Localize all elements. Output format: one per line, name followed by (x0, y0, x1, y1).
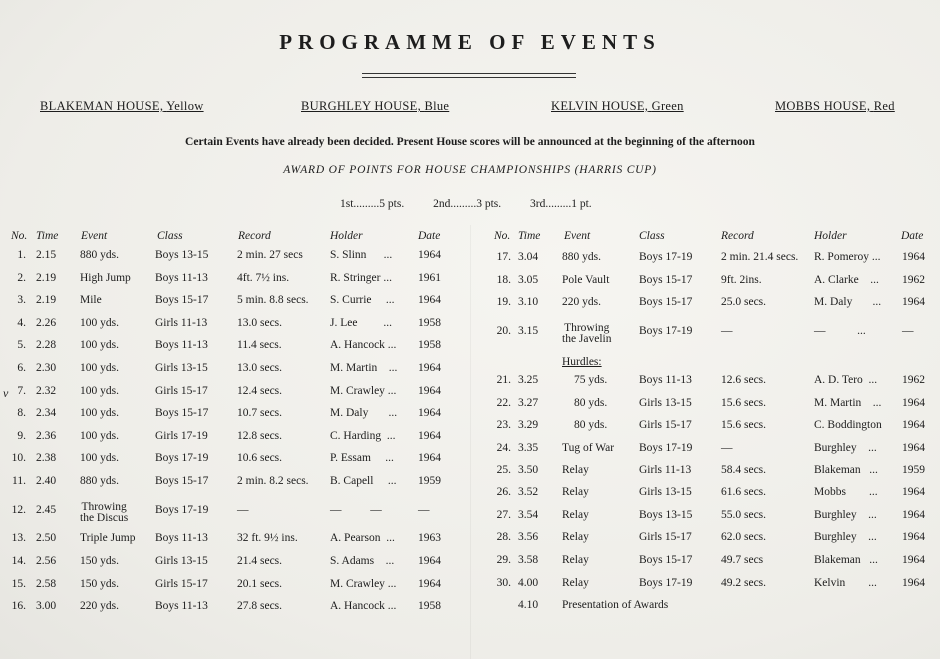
holder-cell: A. Hancock ... (330, 600, 397, 612)
holder-cell: J. Lee ... (330, 317, 392, 329)
time-cell: 2.32 (36, 385, 57, 397)
record-cell: — (721, 325, 733, 337)
record-cell: 2 min. 27 secs (237, 249, 303, 261)
time-cell: 3.04 (518, 251, 539, 263)
no-cell: 11. (12, 475, 26, 487)
class-cell: Girls 15-17 (639, 419, 692, 431)
record-cell: 5 min. 8.8 secs. (237, 294, 309, 306)
date-cell: 1959 (418, 475, 441, 487)
class-cell: Girls 15-17 (155, 385, 208, 397)
no-cell: 15. (11, 578, 26, 590)
time-cell: 2.30 (36, 362, 57, 374)
event-cell: Mile (80, 294, 102, 306)
header-no: No. (11, 230, 28, 242)
no-cell: 22. (496, 397, 511, 409)
event-cell: 880 yds. (562, 251, 601, 263)
time-cell: 2.50 (36, 532, 57, 544)
class-cell: Boys 13-15 (155, 249, 209, 261)
time-cell: 2.45 (36, 504, 57, 516)
date-cell: 1964 (418, 294, 441, 306)
header-time: Time (36, 230, 59, 242)
no-cell: 26. (496, 486, 511, 498)
holder-cell: C. Harding ... (330, 430, 396, 442)
holder-cell: M. Daly ... (330, 407, 398, 419)
event-cell: Relay (562, 554, 589, 566)
class-cell: Girls 15-17 (155, 578, 208, 590)
class-cell: Girls 13-15 (155, 555, 208, 567)
date-cell: 1958 (418, 317, 441, 329)
time-cell: 3.50 (518, 464, 539, 476)
holder-cell: A. Pearson ... (330, 532, 395, 544)
time-cell: 2.15 (36, 249, 57, 261)
record-cell: 2 min. 8.2 secs. (237, 475, 309, 487)
date-cell: 1964 (902, 531, 925, 543)
time-cell: 3.29 (518, 419, 539, 431)
date-cell: 1958 (418, 600, 441, 612)
holder-cell: S. Adams ... (330, 555, 395, 567)
time-cell: 2.28 (36, 339, 57, 351)
holder-cell: C. Boddington (814, 419, 882, 431)
class-cell: Girls 17-19 (155, 430, 208, 442)
award-heading: AWARD OF POINTS FOR HOUSE CHAMPIONSHIPS (HARRIS CUP) (283, 164, 657, 176)
class-cell: Girls 13-15 (639, 486, 692, 498)
class-cell: Boys 15-17 (639, 554, 693, 566)
event-line: Throwing (564, 322, 610, 334)
date-cell: 1964 (418, 407, 441, 419)
time-cell: 3.05 (518, 274, 539, 286)
event-cell: 150 yds. (80, 578, 119, 590)
class-cell: Boys 17-19 (639, 577, 693, 589)
record-cell: 15.6 secs. (721, 419, 767, 431)
record-cell: 10.6 secs. (237, 452, 283, 464)
event-cell: 100 yds. (80, 452, 119, 464)
event-cell: Tug of War (562, 442, 615, 454)
class-cell: Boys 17-19 (639, 251, 693, 263)
class-cell: Boys 17-19 (155, 452, 209, 464)
no-cell: 8. (17, 407, 26, 419)
record-cell: 25.0 secs. (721, 296, 767, 308)
date-cell: 1964 (418, 362, 441, 374)
event-line: Throwing (81, 501, 127, 513)
title-rule-top (362, 73, 576, 74)
points-third: 3rd.........1 pt. (530, 198, 592, 210)
points-second: 2nd.........3 pts. (433, 198, 502, 210)
date-cell: 1962 (902, 374, 925, 386)
fold-line (470, 225, 471, 659)
no-cell: 9. (17, 430, 26, 442)
class-cell: Boys 15-17 (155, 475, 209, 487)
no-cell: 30. (496, 577, 511, 589)
record-cell: 55.0 secs. (721, 509, 767, 521)
time-cell: 3.10 (518, 296, 539, 308)
class-cell: Boys 15-17 (155, 407, 209, 419)
no-cell: 23. (496, 419, 511, 431)
event-cell: 880 yds. (80, 475, 119, 487)
no-cell: 2. (17, 272, 26, 284)
holder-cell: S. Currie ... (330, 294, 395, 306)
record-cell: 13.0 secs. (237, 317, 283, 329)
house-blakeman: BLAKEMAN HOUSE, Yellow (40, 99, 204, 113)
header-date: Date (418, 230, 441, 242)
date-cell: 1964 (902, 296, 925, 308)
event-cell: Triple Jump (80, 532, 136, 544)
time-cell: 3.15 (518, 325, 539, 337)
time-cell: 2.56 (36, 555, 57, 567)
class-cell: Girls 13-15 (639, 397, 692, 409)
points-scale (340, 198, 618, 210)
header-holder: Holder (330, 230, 363, 242)
event-cell: 80 yds. (574, 397, 608, 409)
time-cell: 2.26 (36, 317, 57, 329)
no-cell: 20. (496, 325, 511, 337)
holder-cell: A. D. Tero ... (814, 374, 878, 386)
no-cell: 6. (17, 362, 26, 374)
holder-cell: A. Clarke ... (814, 274, 879, 286)
no-cell: 16. (11, 600, 26, 612)
record-cell: — (237, 504, 249, 516)
date-cell: 1964 (902, 419, 925, 431)
event-cell: 150 yds. (80, 555, 119, 567)
holder-cell: P. Essam ... (330, 452, 394, 464)
no-cell: 17. (496, 251, 511, 263)
time-cell: 2.40 (36, 475, 57, 487)
house-kelvin: KELVIN HOUSE, Green (551, 99, 684, 113)
class-cell: Boys 15-17 (155, 294, 209, 306)
no-cell: 19. (496, 296, 511, 308)
title-rule-bottom (362, 77, 576, 78)
class-cell: Boys 11-13 (155, 339, 208, 351)
date-cell: 1964 (418, 385, 441, 397)
holder-cell: M. Daly ... (814, 296, 882, 308)
house-burghley: BURGHLEY HOUSE, Blue (301, 99, 450, 113)
event-cell: Relay (562, 486, 589, 498)
date-cell: 1964 (902, 554, 925, 566)
holder-cell: A. Hancock ... (330, 339, 397, 351)
holder-cell: Burghley ... (814, 531, 877, 543)
record-cell: 27.8 secs. (237, 600, 283, 612)
date-cell: 1961 (418, 272, 441, 284)
no-cell: 14. (11, 555, 26, 567)
no-cell: 4. (17, 317, 26, 329)
event-cell: 100 yds. (80, 430, 119, 442)
header-holder: Holder (814, 230, 847, 242)
time-cell: 2.34 (36, 407, 57, 419)
header-record: Record (721, 230, 754, 242)
date-cell: 1964 (902, 509, 925, 521)
no-cell: 29. (496, 554, 511, 566)
no-cell: 28. (496, 531, 511, 543)
event-cell: 880 yds. (80, 249, 119, 261)
holder-cell: — ... (814, 325, 866, 337)
date-cell: 1964 (418, 452, 441, 464)
time-cell: 3.56 (518, 531, 539, 543)
no-cell: 24. (496, 442, 511, 454)
record-cell: 49.2 secs. (721, 577, 767, 589)
event-cell: Relay (562, 464, 589, 476)
event-cell: Pole Vault (562, 274, 610, 286)
record-cell: 10.7 secs. (237, 407, 283, 419)
record-cell: 12.6 secs. (721, 374, 767, 386)
date-cell: — (902, 325, 914, 337)
holder-cell: Burghley ... (814, 442, 877, 454)
class-cell: Boys 11-13 (639, 374, 692, 386)
holder-cell: Burghley ... (814, 509, 877, 521)
class-cell: Boys 11-13 (155, 600, 208, 612)
time-cell: 3.58 (518, 554, 539, 566)
holder-cell: — — (330, 504, 382, 516)
no-cell: 21. (496, 374, 511, 386)
class-cell: Boys 15-17 (639, 274, 693, 286)
record-cell: 20.1 secs. (237, 578, 283, 590)
holder-cell: Kelvin ... (814, 577, 877, 589)
date-cell: 1964 (418, 430, 441, 442)
class-cell: Boys 13-15 (639, 509, 693, 521)
no-cell: 5. (17, 339, 26, 351)
header-no: No. (494, 230, 511, 242)
holder-cell: Blakeman ... (814, 464, 878, 476)
holder-cell: M. Crawley ... (330, 385, 397, 397)
event-cell: 80 yds. (574, 419, 608, 431)
no-cell: 27. (496, 509, 511, 521)
no-cell: 12. (11, 504, 26, 516)
record-cell: 2 min. 21.4 secs. (721, 251, 799, 263)
record-cell: 32 ft. 9½ ins. (237, 532, 298, 544)
event-cell (562, 323, 612, 345)
no-cell: 7. (17, 385, 26, 397)
notice-text: Certain Events have already been decided. Present House scores will be announced at the beginning of the afternoon (185, 136, 755, 148)
record-cell: 49.7 secs (721, 554, 764, 566)
hurdles-subheading: Hurdles: (562, 356, 602, 368)
record-cell: 4ft. 7½ ins. (237, 272, 290, 284)
record-cell: 12.8 secs. (237, 430, 283, 442)
class-cell: Girls 13-15 (155, 362, 208, 374)
no-cell: 13. (11, 532, 26, 544)
class-cell: Boys 11-13 (155, 532, 208, 544)
time-cell: 2.36 (36, 430, 57, 442)
time-cell: 3.00 (36, 600, 57, 612)
date-cell: 1962 (902, 274, 925, 286)
event-cell: 100 yds. (80, 362, 119, 374)
time-cell: 3.52 (518, 486, 539, 498)
date-cell: 1958 (418, 339, 441, 351)
time-cell: 3.27 (518, 397, 539, 409)
no-cell: 10. (11, 452, 26, 464)
house-mobbs: MOBBS HOUSE, Red (775, 99, 895, 113)
holder-cell: R. Pomeroy ... (814, 251, 881, 263)
event-cell: 220 yds. (80, 600, 119, 612)
event-cell: 100 yds. (80, 339, 119, 351)
time-cell: 4.00 (518, 577, 539, 589)
header-class: Class (639, 230, 665, 242)
holder-cell: Blakeman ... (814, 554, 878, 566)
event-cell: 100 yds. (80, 385, 119, 397)
record-cell: 11.4 secs. (237, 339, 282, 351)
no-cell: 1. (17, 249, 26, 261)
date-cell: 1964 (418, 249, 441, 261)
event-cell: Relay (562, 577, 589, 589)
class-cell: Boys 11-13 (155, 272, 208, 284)
event-cell: Relay (562, 531, 589, 543)
record-cell: — (721, 442, 733, 454)
event-line: the Javelin (562, 333, 612, 345)
header-event: Event (81, 230, 108, 242)
holder-cell: R. Stringer ... (330, 272, 392, 284)
holder-cell: B. Capell ... (330, 475, 397, 487)
header-date: Date (901, 230, 924, 242)
class-cell: Boys 17-19 (155, 504, 209, 516)
no-cell: 18. (496, 274, 511, 286)
class-cell: Boys 15-17 (639, 296, 693, 308)
event-cell: 100 yds. (80, 317, 119, 329)
record-cell: 21.4 secs. (237, 555, 283, 567)
date-cell: 1964 (902, 397, 925, 409)
event-line: the Discus (80, 512, 129, 524)
record-cell: 62.0 secs. (721, 531, 767, 543)
time-cell: 3.54 (518, 509, 539, 521)
record-cell: 12.4 secs. (237, 385, 283, 397)
date-cell: 1964 (418, 555, 441, 567)
holder-cell: M. Crawley ... (330, 578, 397, 590)
event-cell: Relay (562, 509, 589, 521)
event-cell: High Jump (80, 272, 131, 284)
time-cell: 2.38 (36, 452, 57, 464)
record-cell: 13.0 secs. (237, 362, 283, 374)
class-cell: Girls 11-13 (155, 317, 208, 329)
margin-tick-mark: v (3, 386, 9, 400)
record-cell: 61.6 secs. (721, 486, 767, 498)
date-cell: — (418, 504, 430, 516)
class-cell: Girls 11-13 (639, 464, 692, 476)
date-cell: 1963 (418, 532, 441, 544)
page-title: PROGRAMME OF EVENTS (279, 30, 661, 54)
event-cell: 100 yds. (80, 407, 119, 419)
event-cell: 220 yds. (562, 296, 601, 308)
event-cell: Presentation of Awards (562, 599, 669, 611)
date-cell: 1964 (902, 251, 925, 263)
holder-cell: M. Martin ... (814, 397, 882, 409)
class-cell: Boys 17-19 (639, 325, 693, 337)
holder-cell: Mobbs ... (814, 486, 878, 498)
event-cell: 75 yds. (574, 374, 608, 386)
time-cell: 3.25 (518, 374, 539, 386)
record-cell: 9ft. 2ins. (721, 274, 762, 286)
header-event: Event (564, 230, 591, 242)
header-record: Record (238, 230, 271, 242)
event-cell (80, 502, 128, 524)
record-cell: 15.6 secs. (721, 397, 767, 409)
header-class: Class (157, 230, 183, 242)
record-cell: 58.4 secs. (721, 464, 767, 476)
header-time: Time (518, 230, 541, 242)
holder-cell: S. Slinn ... (330, 249, 393, 261)
date-cell: 1964 (902, 442, 925, 454)
points-first: 1st.........5 pts. (340, 198, 405, 210)
time-cell: 2.19 (36, 272, 57, 284)
no-cell: 25. (496, 464, 511, 476)
time-cell: 2.19 (36, 294, 57, 306)
date-cell: 1959 (902, 464, 925, 476)
no-cell: 3. (17, 294, 26, 306)
date-cell: 1964 (418, 578, 441, 590)
class-cell: Boys 17-19 (639, 442, 693, 454)
date-cell: 1964 (902, 577, 925, 589)
class-cell: Girls 15-17 (639, 531, 692, 543)
date-cell: 1964 (902, 486, 925, 498)
time-cell: 4.10 (518, 599, 539, 611)
time-cell: 2.58 (36, 578, 57, 590)
holder-cell: M. Martin ... (330, 362, 398, 374)
time-cell: 3.35 (518, 442, 539, 454)
